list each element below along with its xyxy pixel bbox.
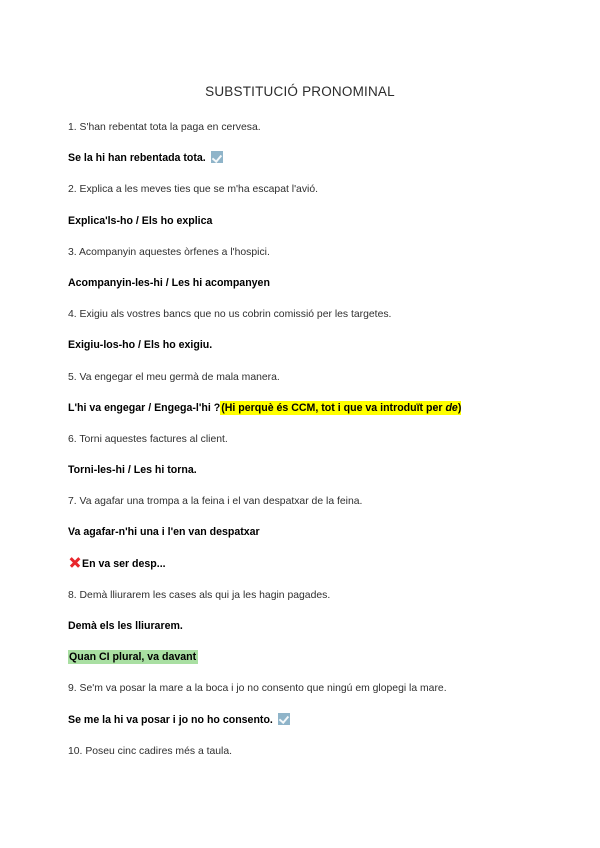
exercise-answer-4: Exigiu-los-ho / Els ho exigiu.	[68, 339, 213, 352]
exercise-prompt-8: 8. Demà lliurarem les cases als qui ja les hagin pagades.	[68, 589, 331, 601]
note-text-post: )	[457, 401, 462, 414]
exercise-prompt-3: 3. Acompanyin aquestes òrfenes a l'hospici.	[68, 246, 270, 258]
answer-text-1: Se la hi han rebentada tota.	[68, 152, 206, 165]
teacher-note-yellow	[220, 401, 461, 415]
exercise-prompt-7: 7. Va agafar una trompa a la feina i el van despatxar de la feina.	[68, 496, 363, 508]
exercise-answer-2: Explica'ls-ho / Els ho explica	[68, 214, 213, 227]
exercise-prompt-2: 2. Explica a les meves ties que se m'ha escapat l'avió.	[68, 184, 319, 196]
note-text-italic: de	[445, 401, 458, 414]
exercise-prompt-5: 5. Va engegar el meu germà de mala manera.	[68, 371, 280, 383]
exercise-prompt-6: 6. Torni aquestes factures al client.	[68, 433, 228, 445]
answer-text-9: Se me la hi va posar i jo no ho consento.	[68, 713, 273, 726]
exercise-answer-6: Torni-les-hi / Les hi torna.	[68, 464, 197, 477]
exercise-list	[68, 112, 538, 767]
exercise-prompt-4: 4. Exigiu als vostres bancs que no us cobrin comissió per les targetes.	[68, 309, 392, 321]
check-mark-icon	[211, 151, 223, 163]
exercise-answer-5	[68, 393, 538, 424]
exercise-answer-7: Va agafar-n'hi una i l'en van despatxar	[68, 526, 260, 539]
exercise-prompt-1: 1. S'han rebentat tota la paga en cervesa.	[68, 122, 261, 133]
red-x-icon	[68, 556, 81, 569]
exercise-answer-3: Acompanyin-les-hi / Les hi acompanyen	[68, 276, 270, 289]
page-title: SUBSTITUCIÓ PRONOMINAL	[205, 84, 395, 99]
exercise-prompt-9: 9. Se'm va posar la mare a la boca i jo no consento que ningú em glopegi la mare.	[68, 683, 447, 695]
answer-alt-text-7: En va ser desp...	[82, 557, 166, 570]
teacher-note-green: Quan CI plural, va davant	[69, 651, 197, 664]
answer-text-5: L'hi va engegar / Engega-l'hi ?	[68, 401, 221, 414]
exercise-answer-8: Demà els les lliurarem.	[68, 620, 183, 632]
exercise-answer-1	[68, 143, 538, 174]
check-mark-icon	[278, 713, 290, 725]
note-text-pre: (Hi perquè és CCM, tot i que va introduït per	[221, 401, 446, 414]
exercise-prompt-10: 10. Poseu cinc cadires més a taula.	[68, 745, 233, 757]
exercise-answer-7-alt	[68, 549, 538, 580]
teacher-note-green-line	[68, 642, 538, 673]
exercise-answer-9	[68, 705, 538, 736]
